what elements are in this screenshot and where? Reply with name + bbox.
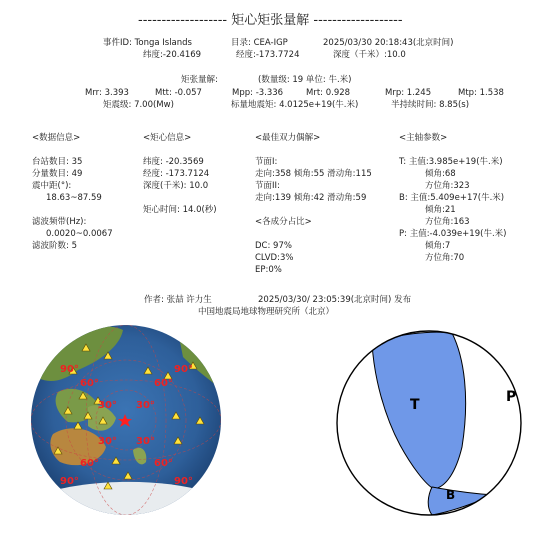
scalar-moment: 标量地震矩: 4.0125e+19(牛.米) xyxy=(231,100,359,110)
filter-order: 滤波阶数: 5 xyxy=(32,241,77,251)
double-couple-section xyxy=(255,132,372,276)
mtp: Mtp: 1.538 xyxy=(458,88,504,98)
double-couple-heading: <最佳双力偶解> xyxy=(255,133,321,143)
filter-band-label: 滤波频带(Hz): xyxy=(32,217,87,227)
component-count: 分量数目: 49 xyxy=(32,169,83,179)
station-map-globe xyxy=(28,322,224,518)
grid-label: 60° xyxy=(80,458,99,469)
t-axis-plunge: 倾角:68 xyxy=(425,169,456,179)
mrp: Mrp: 1.245 xyxy=(385,88,432,98)
grid-label: 90° xyxy=(60,364,79,375)
p-axis-label: P xyxy=(506,389,517,405)
nodal-plane-1: 走向:358 倾角:55 滑动角:115 xyxy=(255,169,372,179)
event-lon: 经度:-173.7724 xyxy=(236,50,300,60)
moment-magnitude: 矩震级: 7.00(Mw) xyxy=(103,100,174,110)
catalog: 目录: CEA-IGP xyxy=(231,38,288,48)
distance-range: 18.63~87.59 xyxy=(46,193,102,203)
grid-label: 30° xyxy=(136,400,155,411)
ep-percent: EP:0% xyxy=(255,265,282,275)
page-title: ------------------- 矩心矩张量解 ------------------- xyxy=(138,13,403,28)
b-axis-label: B xyxy=(446,488,456,502)
authors: 作者: 张喆 许力生 xyxy=(144,295,212,305)
event-depth: 深度（千米）:10.0 xyxy=(333,50,406,60)
event-time: 2025/03/30 20:18:43(北京时间) xyxy=(323,38,454,48)
t-axis-azimuth: 方位角:323 xyxy=(425,181,470,191)
grid-label: 90° xyxy=(174,476,193,487)
centroid-lon: 经度: -173.7124 xyxy=(143,169,210,179)
grid-label: 30° xyxy=(136,436,155,447)
grid-label: 90° xyxy=(174,364,193,375)
principal-axes-section xyxy=(399,132,506,264)
nodal-plane-1-label: 节面I: xyxy=(255,157,278,167)
b-axis-plunge: 倾角:21 xyxy=(425,205,456,215)
b-axis-value: B: 主值:5.409e+17(牛.米) xyxy=(399,193,505,203)
centroid-section xyxy=(143,132,217,216)
event-id: 事件ID: Tonga Islands xyxy=(103,38,192,48)
components-heading: <各成分占比> xyxy=(255,217,312,227)
beachball-diagram xyxy=(334,327,524,519)
institute: 中国地震局地球物理研究所（北京） xyxy=(198,307,335,317)
data-info-section xyxy=(32,132,113,252)
clvd-percent: CLVD:3% xyxy=(255,253,294,263)
centroid-depth: 深度(千米): 10.0 xyxy=(143,181,209,191)
mrt: Mrt: 0.928 xyxy=(306,88,351,98)
data-info-heading: <数据信息> xyxy=(32,133,81,143)
filter-band: 0.0020~0.0067 xyxy=(46,229,113,239)
t-axis-label: T xyxy=(410,397,420,413)
p-axis-value: P: 主值:-4.039e+19(牛.米) xyxy=(399,229,507,239)
mtt: Mtt: -0.057 xyxy=(155,88,202,98)
station-count: 台站数目: 35 xyxy=(32,157,83,167)
dc-percent: DC: 97% xyxy=(255,241,292,251)
grid-label: 30° xyxy=(98,400,117,411)
nodal-plane-2: 走向:139 倾角:42 滑动角:59 xyxy=(255,193,367,203)
t-axis-value: T: 主值:3.985e+19(牛.米) xyxy=(399,157,503,167)
p-axis-azimuth: 方位角:70 xyxy=(425,253,465,263)
distance-label: 震中距(°): xyxy=(32,181,72,191)
mpp: Mpp: -3.336 xyxy=(232,88,284,98)
centroid-lat: 纬度: -20.3569 xyxy=(143,157,204,167)
landmass-antarctica xyxy=(28,482,224,518)
centroid-heading: <矩心信息> xyxy=(143,133,192,143)
mrr: Mrr: 3.393 xyxy=(85,88,129,98)
grid-label: 90° xyxy=(60,476,79,487)
principal-axes-heading: <主轴参数> xyxy=(399,133,448,143)
p-axis-plunge: 倾角:7 xyxy=(425,241,451,251)
event-lat: 纬度:-20.4169 xyxy=(143,50,202,60)
b-axis-azimuth: 方位角:163 xyxy=(425,217,470,227)
mt-label: 矩张量解: xyxy=(181,75,218,85)
mt-exponent: (数量级: 19 单位: 牛.米) xyxy=(258,75,352,85)
grid-label: 60° xyxy=(154,378,173,389)
grid-label: 30° xyxy=(98,436,117,447)
centroid-time: 矩心时间: 14.0(秒) xyxy=(143,205,217,215)
half-duration: 半持续时间: 8.85(s) xyxy=(391,100,470,110)
nodal-plane-2-label: 节面II: xyxy=(255,181,280,191)
publish-time: 2025/03/30/ 23:05:39(北京时间) 发布 xyxy=(258,295,412,305)
grid-label: 60° xyxy=(154,458,173,469)
grid-label: 60° xyxy=(80,378,99,389)
